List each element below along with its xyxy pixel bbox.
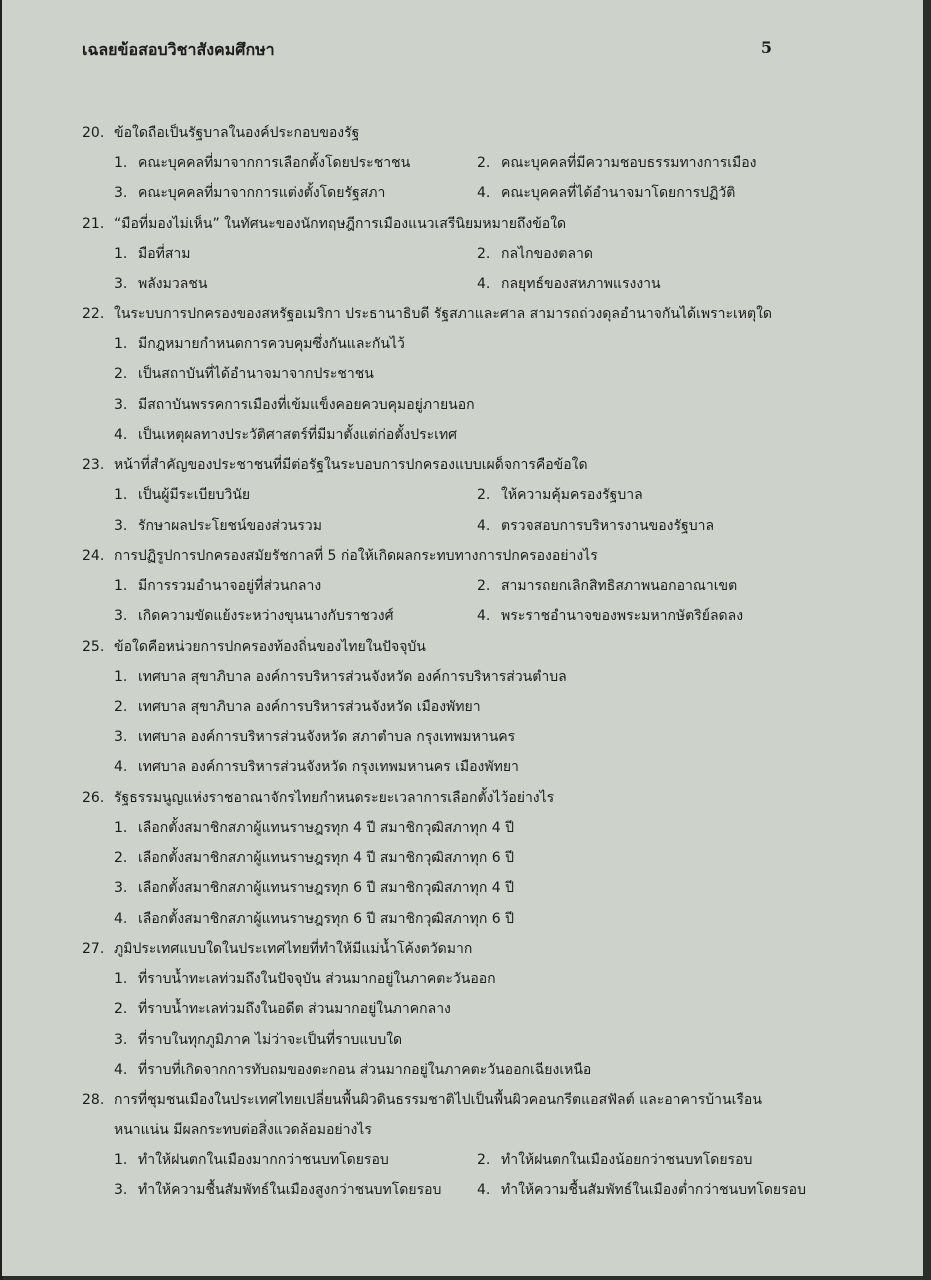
question-stem <box>82 209 842 239</box>
question-text: ข้อใดถือเป็นรัฐบาลในองค์ประกอบของรัฐ <box>114 125 360 141</box>
option-text: เป็นสถาบันที่ได้อำนาจมาจากประชาชน <box>138 366 374 383</box>
option-4 <box>477 601 743 631</box>
option-text: เป็นผู้มีระเบียบวินัย <box>138 487 251 504</box>
option-number: 4. <box>477 275 491 292</box>
question-24 <box>82 541 842 632</box>
option-number: 2. <box>114 366 128 383</box>
option-number: 2. <box>477 155 491 171</box>
option-number: 3. <box>114 275 128 292</box>
option-number: 1. <box>114 155 128 171</box>
option-2 <box>477 148 757 178</box>
option-number: 3. <box>114 396 128 413</box>
option-number: 4. <box>477 185 491 202</box>
page-number: 5 <box>760 38 772 57</box>
option-number: 4. <box>114 910 128 927</box>
question-22 <box>82 299 842 450</box>
option-4 <box>477 511 714 541</box>
question-text: การที่ชุมชนเมืองในประเทศไทยเปลี่ยนพื้นผิวดินธรรมชาติไปเป็นพื้นผิวคอนกรีตแอสฟัลต์ และอาคารบ้านเรือน <box>114 1092 762 1109</box>
question-28 <box>82 1085 842 1206</box>
option-text: มือที่สาม <box>138 245 191 262</box>
option-text: เลือกตั้งสมาชิกสภาผู้แทนราษฎรทุก 6 ปี สมาชิกวุฒิสภาทุก 4 ปี <box>138 880 514 897</box>
option-number: 1. <box>114 487 128 504</box>
option-2 <box>82 692 842 722</box>
option-3 <box>114 1175 441 1205</box>
question-number: 22. <box>82 306 105 323</box>
question-number: 26. <box>82 789 105 806</box>
option-row <box>82 178 842 208</box>
option-text: เลือกตั้งสมาชิกสภาผู้แทนราษฎรทุก 4 ปี สมาชิกวุฒิสภาทุก 4 ปี <box>138 819 514 836</box>
option-number: 4. <box>477 608 491 625</box>
option-number: 1. <box>114 970 128 987</box>
option-number: 3. <box>114 517 128 534</box>
option-number: 1. <box>114 245 128 262</box>
option-3 <box>82 873 842 903</box>
option-number: 2. <box>477 577 491 594</box>
question-number: 21. <box>82 215 105 232</box>
option-1 <box>82 813 842 843</box>
option-4 <box>82 752 842 782</box>
question-text: ข้อใดคือหน่วยการปกครองท้องถิ่นของไทยในปัจจุบัน <box>114 638 426 655</box>
question-stem <box>82 1085 842 1115</box>
option-text: ที่ราบในทุกภูมิภาค ไม่ว่าจะเป็นที่ราบแบบใด <box>138 1031 403 1048</box>
question-text: หน้าที่สำคัญของประชาชนที่มีต่อรัฐในระบอบการปกครองแบบเผด็จการคือข้อใด <box>114 457 588 474</box>
option-3 <box>114 178 385 208</box>
option-number: 3. <box>114 1182 128 1199</box>
option-text: มีสถาบันพรรคการเมืองที่เข้มแข็งคอยควบคุมอยู่ภายนอก <box>138 396 475 413</box>
option-2 <box>477 239 593 269</box>
option-1 <box>82 964 842 994</box>
option-text: ทำให้ความชื้นสัมพัทธ์ในเมืองต่ำกว่าชนบทโดยรอบ <box>501 1182 806 1199</box>
option-text: เทศบาล สุขาภิบาล องค์การบริหารส่วนจังหวัด องค์การบริหารส่วนตำบล <box>138 668 567 685</box>
option-number: 3. <box>114 880 128 897</box>
option-text: มีการรวมอำนาจอยู่ที่ส่วนกลาง <box>138 577 322 594</box>
option-text: ให้ความคุ้มครองรัฐบาล <box>501 487 643 504</box>
question-number: 20. <box>82 125 105 141</box>
option-row <box>82 601 842 631</box>
option-row <box>82 480 842 510</box>
option-number: 3. <box>114 1031 128 1048</box>
option-text: คณะบุคคลที่มีความชอบธรรมทางการเมือง <box>501 155 757 171</box>
question-text: ในระบบการปกครองของสหรัฐอเมริกา ประธานาธิบดี รัฐสภาและศาล สามารถถ่วงดุลอำนาจกันได้เพราะเหตุใด <box>114 306 773 323</box>
option-2 <box>477 1145 752 1175</box>
question-stem <box>82 541 842 571</box>
option-text: เลือกตั้งสมาชิกสภาผู้แทนราษฎรทุก 4 ปี สมาชิกวุฒิสภาทุก 6 ปี <box>138 850 514 867</box>
question-number: 25. <box>82 638 105 655</box>
option-1 <box>114 239 191 269</box>
option-text: เกิดความขัดแย้งระหว่างขุนนางกับราชวงศ์ <box>138 608 394 625</box>
option-text: กลไกของตลาด <box>501 245 594 262</box>
option-1 <box>82 662 842 692</box>
question-stem <box>82 632 842 662</box>
option-number: 1. <box>114 819 128 836</box>
option-text: ตรวจสอบการบริหารงานของรัฐบาล <box>501 517 715 534</box>
question-stem <box>82 299 842 329</box>
question-text-continued: หนาแน่น มีผลกระทบต่อสิ่งแวดล้อมอย่างไร <box>114 1122 372 1139</box>
option-number: 2. <box>114 850 128 867</box>
option-text: ที่ราบที่เกิดจากการทับถมของตะกอน ส่วนมากอยู่ในภาคตะวันออกเฉียงเหนือ <box>138 1061 592 1078</box>
option-text: เลือกตั้งสมาชิกสภาผู้แทนราษฎรทุก 6 ปี สมาชิกวุฒิสภาทุก 6 ปี <box>138 910 514 927</box>
option-4 <box>477 269 661 299</box>
option-text: รักษาผลประโยชน์ของส่วนรวม <box>138 517 322 534</box>
option-text: พลังมวลชน <box>138 275 208 292</box>
option-1 <box>114 1145 389 1175</box>
option-number: 2. <box>477 245 491 262</box>
question-text: รัฐธรรมนูญแห่งราชอาณาจักรไทยกำหนดระยะเวลาการเลือกตั้งไว้อย่างไร <box>114 789 555 806</box>
question-25 <box>82 632 842 783</box>
question-number: 23. <box>82 457 105 474</box>
question-23 <box>82 450 842 541</box>
option-number: 2. <box>477 1152 491 1169</box>
option-1 <box>82 329 842 359</box>
option-number: 3. <box>114 185 128 202</box>
option-text: สามารถยกเลิกสิทธิสภาพนอกอาณาเขต <box>501 577 738 594</box>
option-3 <box>114 511 322 541</box>
option-number: 4. <box>477 517 491 534</box>
option-number: 2. <box>114 1001 128 1018</box>
option-2 <box>82 843 842 873</box>
question-27 <box>82 934 842 1085</box>
option-number: 1. <box>114 1152 128 1169</box>
question-26 <box>82 783 842 934</box>
option-row <box>82 571 842 601</box>
option-row <box>82 148 842 178</box>
option-text: ที่ราบน้ำทะเลท่วมถึงในปัจจุบัน ส่วนมากอยู่ในภาคตะวันออก <box>138 970 496 987</box>
option-number: 4. <box>477 1182 491 1199</box>
option-number: 4. <box>114 1061 128 1078</box>
option-row <box>82 1175 842 1205</box>
option-number: 4. <box>114 427 128 444</box>
question-text: ภูมิประเทศแบบใดในประเทศไทยที่ทำให้มีแม่น้ำโค้งตวัดมาก <box>114 940 473 957</box>
option-row <box>82 239 842 269</box>
question-21 <box>82 209 842 300</box>
option-3 <box>82 390 842 420</box>
option-text: คณะบุคคลที่ได้อำนาจมาโดยการปฏิวัติ <box>501 185 736 202</box>
question-list <box>82 118 842 1206</box>
option-3 <box>114 269 207 299</box>
option-2 <box>82 994 842 1024</box>
option-number: 1. <box>114 668 128 685</box>
option-row <box>82 1145 842 1175</box>
option-text: เทศบาล สุขาภิบาล องค์การบริหารส่วนจังหวัด เมืองพัทยา <box>138 698 481 715</box>
option-4 <box>477 1175 806 1205</box>
option-text: ที่ราบน้ำทะเลท่วมถึงในอดีต ส่วนมากอยู่ในภาคกลาง <box>138 1001 451 1018</box>
option-4 <box>82 904 842 934</box>
option-text: ทำให้ฝนตกในเมืองน้อยกว่าชนบทโดยรอบ <box>501 1152 753 1169</box>
option-number: 4. <box>114 759 128 776</box>
option-text: มีกฎหมายกำหนดการควบคุมซึ่งกันและกันไว้ <box>138 336 405 353</box>
option-3 <box>82 1025 842 1055</box>
option-2 <box>82 359 842 389</box>
option-4 <box>477 178 735 208</box>
option-number: 1. <box>114 577 128 594</box>
option-text: คณะบุคคลที่มาจากการเลือกตั้งโดยประชาชน <box>138 155 411 171</box>
option-1 <box>114 480 250 510</box>
option-row <box>82 511 842 541</box>
question-stem <box>82 934 842 964</box>
option-text: ทำให้ความชื้นสัมพัทธ์ในเมืองสูงกว่าชนบทโดยรอบ <box>138 1182 442 1199</box>
option-1 <box>114 148 410 178</box>
question-number: 27. <box>82 940 105 957</box>
option-4 <box>82 420 842 450</box>
option-2 <box>477 480 643 510</box>
option-number: 2. <box>114 698 128 715</box>
question-20 <box>82 118 842 209</box>
option-1 <box>114 571 321 601</box>
option-number: 1. <box>114 336 128 353</box>
question-number: 24. <box>82 547 105 564</box>
option-text: เป็นเหตุผลทางประวัติศาสตร์ที่มีมาตั้งแต่ก่อตั้งประเทศ <box>138 427 458 444</box>
option-3 <box>114 601 393 631</box>
option-text: คณะบุคคลที่มาจากการแต่งตั้งโดยรัฐสภา <box>138 185 386 202</box>
option-3 <box>82 722 842 752</box>
question-stem <box>82 118 842 148</box>
option-2 <box>477 571 737 601</box>
question-number: 28. <box>82 1092 105 1109</box>
option-text: ทำให้ฝนตกในเมืองมากกว่าชนบทโดยรอบ <box>138 1152 389 1169</box>
option-text: เทศบาล องค์การบริหารส่วนจังหวัด กรุงเทพมหานคร เมืองพัทยา <box>138 759 519 776</box>
option-text: กลยุทธ์ของสหภาพแรงงาน <box>501 275 661 292</box>
option-number: 3. <box>114 729 128 746</box>
question-text: “มือที่มองไม่เห็น” ในทัศนะของนักทฤษฎีการเมืองแนวเสรีนิยมหมายถึงข้อใด <box>114 215 567 232</box>
option-row <box>82 269 842 299</box>
option-text: เทศบาล องค์การบริหารส่วนจังหวัด สภาตำบล กรุงเทพมหานคร <box>138 729 516 746</box>
question-text: การปฏิรูปการปกครองสมัยรัชกาลที่ 5 ก่อให้เกิดผลกระทบทางการปกครองอย่างไร <box>114 547 598 564</box>
option-number: 3. <box>114 608 128 625</box>
header-title: เฉลยข้อสอบวิชาสังคมศึกษา <box>82 40 275 59</box>
question-stem <box>82 783 842 813</box>
option-text: พระราชอำนาจของพระมหากษัตริย์ลดลง <box>501 608 744 625</box>
option-number: 2. <box>477 487 491 504</box>
document-page <box>2 0 923 1276</box>
question-stem <box>82 450 842 480</box>
option-4 <box>82 1055 842 1085</box>
